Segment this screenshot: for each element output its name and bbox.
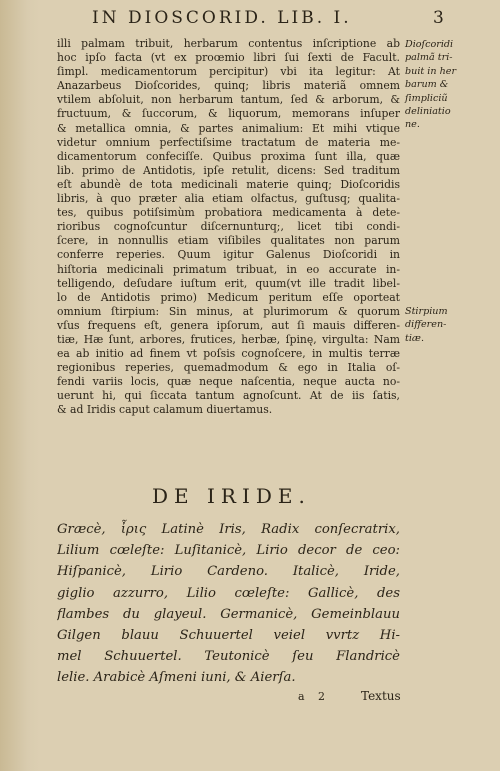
catchword: Textus xyxy=(361,689,401,703)
text-line: omnium ſtirpium: Sin minus, at plurimorum & quorum xyxy=(57,304,400,318)
page-footer xyxy=(0,690,500,714)
text-line: uerunt hi, qui ſiccata tantum agnoſcunt. At de iis ſatis, xyxy=(57,389,400,403)
text-line: tiæ, Hæ ſunt, arbores, frutices, herbæ, ſpinę, virgulta: Nam xyxy=(57,332,400,346)
margin-note-line: palmã tri- xyxy=(405,52,453,64)
text-line: fructuum, & ſuccorum, & liquorum, memorans inſuper xyxy=(57,107,400,121)
margin-note-line: ne. xyxy=(405,119,420,131)
text-line: mel Schuuertel. Teutonicè ſeu Flandricè xyxy=(57,649,400,665)
text-line: lib. primo de Antidotis, ipſe retulit, dicens: Sed traditum xyxy=(57,163,400,177)
text-line: dicamentorum confeciſſe. Quibus proxima ſunt illa, quæ xyxy=(57,149,400,163)
text-line: tes, quibus potiſsimùm probatiora medicamenta à dete- xyxy=(57,206,400,220)
text-line: fendi variis locis, quæ neque naſcentia, neque aucta no- xyxy=(57,375,400,389)
margin-note-line: deliniatio xyxy=(405,106,451,118)
text-line: regionibus reperies, quemadmodum & ego in Italia oſ- xyxy=(57,361,400,375)
page-header xyxy=(0,6,500,32)
section-heading: DE IRIDE. xyxy=(152,484,311,508)
text-line: rioribus cognoſcuntur diſcernunturq;, licet tibi condi- xyxy=(57,220,400,234)
margin-note-line: Dioſcoridi xyxy=(405,39,454,50)
margin-note-line: ſimpliciũ xyxy=(405,92,448,104)
text-line: vſus frequens eſt, genera ipſorum, aut ſi mauis differen- xyxy=(57,318,400,332)
text-line: giglio azzurro, Lilio cœleſte: Gallicè, des xyxy=(57,585,400,601)
text-line: hoc ipſo facta (vt ex proœmio libri ſui ſexti de Facult. xyxy=(57,51,400,65)
text-line: telligendo, deſudare iuſtum erit, quum(vt ille tradit libel- xyxy=(57,276,400,290)
text-line: Græcè, ἶρις Latinè Iris, Radix conſecratrix, xyxy=(57,522,400,537)
margin-note-dioscoridi xyxy=(405,38,463,132)
text-line: conferre reperies. Quum igitur Galenus Dioſcoridi in xyxy=(57,248,400,262)
running-head: IN DIOSCORID. LIB. I. xyxy=(92,8,352,28)
text-line: & ad Iridis caput calamum diuertamus. xyxy=(57,403,273,417)
page-number: 3 xyxy=(433,8,444,28)
text-line: Gilgen blauu Schuuertel veiel vvrtz Hi- xyxy=(57,628,400,644)
text-line: vtilem abſoluit, non herbarum tantum, ſed & arborum, & xyxy=(57,93,400,107)
text-line: videtur omnium perfectiſsime tractatum de materia me- xyxy=(57,135,400,149)
plant-names-block xyxy=(57,519,400,689)
main-text-block xyxy=(57,37,400,418)
text-line: & metallica omnia, & partes animalium: Et mihi vtique xyxy=(57,121,400,135)
text-line: hiſtoria medicinali primatum tribuat, in eo accurate in- xyxy=(57,262,400,276)
text-line: lo de Antidotis primo) Medicum peritum eſſe oporteat xyxy=(57,290,400,304)
text-line: Anazarbeus Dioſcorides, quinq; libris materiã omnem xyxy=(57,79,400,93)
text-line: Hiſpanicè, Lirio Cardeno. Italicè, Iride, xyxy=(57,564,400,580)
signature-mark: a 2 xyxy=(298,690,331,703)
text-line: ea ab initio ad finem vt poſsis cognoſcere, in multis terræ xyxy=(57,347,400,361)
margin-note-line: Stirpium xyxy=(405,306,448,317)
page-gutter xyxy=(0,0,40,771)
text-line: Lilium cœleſte: Luſitanicè, Lirio decor de ceo: xyxy=(57,543,400,559)
text-line: ſimpl. medicamentorum percipitur) vbi ita legitur: At xyxy=(57,65,400,79)
margin-note-line: buit in her xyxy=(405,65,457,77)
text-line: eſt abundè de tota medicinali materie quinq; Dioſcoridis xyxy=(57,177,400,191)
margin-note-line: barum & xyxy=(405,79,449,91)
text-line: ſcere, in nonnullis etiam viſibiles qualitates non parum xyxy=(57,234,400,248)
text-line: libris, à quo præter alia etiam olfactus, guſtusq; qualita- xyxy=(57,192,400,206)
margin-note-line: differen- xyxy=(405,319,447,331)
text-line: lelie. Arabicè Aſmeni iuni, & Aierſa. xyxy=(57,670,296,686)
margin-note-line: tiæ. xyxy=(405,332,424,344)
margin-note-stirpium xyxy=(405,305,463,345)
text-line: flambes du glayeul. Germanicè, Gemeinblauu xyxy=(57,606,400,622)
text-line: illi palmam tribuit, herbarum contentus inſcriptione ab xyxy=(57,37,400,50)
